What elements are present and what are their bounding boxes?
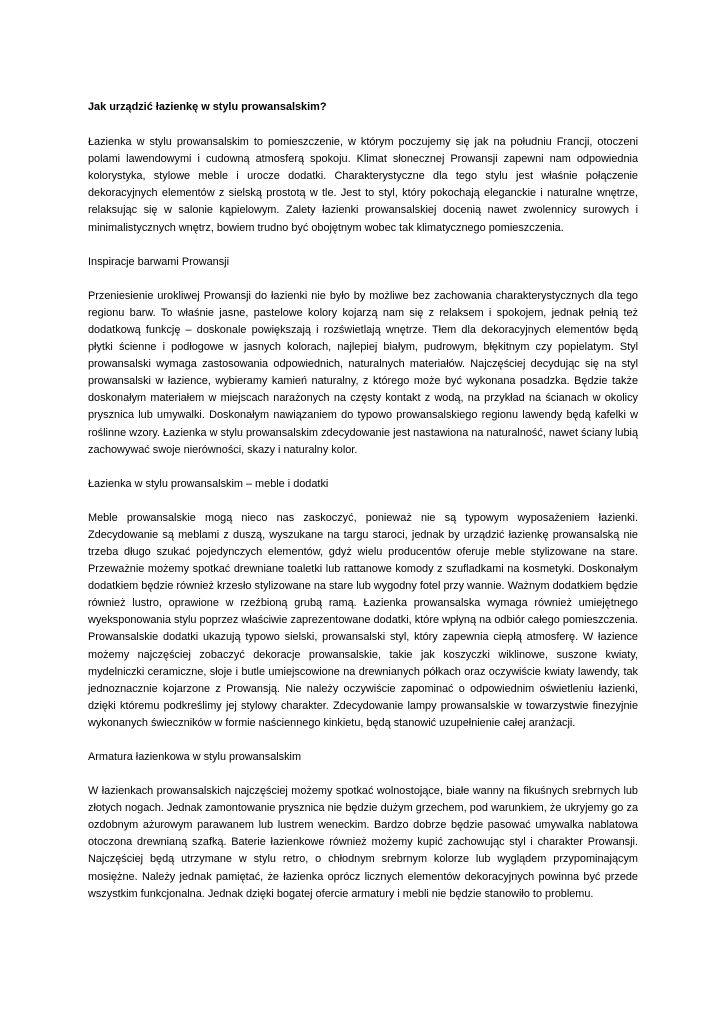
intro-paragraph: Łazienka w stylu prowansalskim to pomieszczenie, w którym poczujemy się jak na południu Francji, otoczeni polami lawendowymi i cudowną atmosferą spokoju. Klimat słonecznej Prowansji zapewni nam odpowiednia kolorystyka, stylowe meble i urocze dodatki. Charakterystyczne dla tego stylu jest właśnie połączenie dekoracyjnych elementów z sielską prostotą w tle. Jest to styl, który pokochają eleganckie i naturalne wnętrze, relaksując się w salonie kąpielowym. Zalety łazienki prowansalskiej docenią nawet zwolennicy surowych i minimalistycznych wnętrz, bowiem trudno być obojętnym wobec tak klimatycznego pomieszczenia. — [88, 136, 638, 234]
document-title: Jak urządzić łazienkę w stylu prowansalskim? — [88, 101, 327, 113]
section-heading-furniture: Łazienka w stylu prowansalskim – meble i dodatki — [88, 477, 329, 490]
document-page — [88, 99, 638, 920]
section-paragraph-fixtures: W łazienkach prowansalskich najczęściej możemy spotkać wolnostojące, białe wanny na fikuśnych srebrnych lub złotych nogach. Jednak zamontowanie prysznica nie będzie dużym grzechem, pod warunkiem, że ukryjemy go za ozdobnym ażurowym parawanem lub lustrem weneckim. Bardzo dobrze będzie pasować umywalka nablatowa otoczona drewnianą szafką. Baterie łazienkowe również możemy kupić zachowując styl i charakter Prowansji. Najczęściej będą utrzymane w stylu retro, o chłodnym srebrnym kolorze lub wyglądem przypominającym mosiężne. Należy jednak pamiętać, że łazienka oprócz licznych elementów dekoracyjnych powinna być przede wszystkim funkcjonalna. Jednak dzięki bogatej ofercie armatury i mebli nie będzie stanowiło to problemu. — [88, 785, 638, 900]
section-paragraph-colors: Przeniesienie urokliwej Prowansji do łazienki nie było by możliwe bez zachowania charakterystycznych dla tego regionu barw. To właśnie jasne, pastelowe kolory kojarzą nam się z relaksem i spokojem, jednak pełnią też dodatkową funkcję – doskonale powiększają i rozświetlają wnętrze. Tłem dla dekoracyjnych elementów będą płytki ścienne i podłogowe w jasnych kolorach, najlepiej białym, pudrowym, błękitnym czy popielatym. Styl prowansalski wymaga zastosowania odpowiednich, naturalnych materiałów. Najczęściej decydując się na styl prowansalski w łazience, wybieramy kamień naturalny, z którego może być wykonana posadzka. Będzie także doskonałym materiałem w miejscach narażonych na częsty kontakt z wodą, na przykład na ścianach w okolicy prysznica lub umywalki. Doskonałym nawiązaniem do typowo prowansalskiego regionu lawendy będą kafelki w roślinne wzory. Łazienka w stylu prowansalskim zdecydowanie jest nastawiona na naturalność, nawet ściany lubią zachowywać swoje nierówności, skazy i naturalny kolor. — [88, 289, 638, 456]
section-heading-fixtures: Armatura łazienkowa w stylu prowansalskim — [88, 751, 302, 763]
section-heading-colors: Inspiracje barwami Prowansji — [88, 255, 230, 268]
section-paragraph-furniture: Meble prowansalskie mogą nieco nas zaskoczyć, ponieważ nie są typowym wyposażeniem łazienki. Zdecydowanie są meblami z duszą, wyszukane na targu staroci, jednak by urządzić łazienkę prowansalską nie trzeba długo szukać pojedynczych elementów, gdyż wielu producentów oferuje meble stylizowane na stare. Przeważnie możemy spotkać drewniane toaletki lub rattanowe komody z szufladkami na kosmetyki. Doskonałym dodatkiem będzie również krzesło stylizowane na stare lub wygodny fotel przy wannie. Ważnym dodatkiem będzie również lustro, oprawione w rzeźbioną grubą ramą. Łazienka prowansalska wymaga również umiejętnego wyeksponowania stylu poprzez właściwie zaprezentowane dodatki, które wpłyną na odbiór całego pomieszczenia. Prowansalskie dodatki ukazują typowo sielski, prowansalski styl, który zapewnia ciepłą atmosferę. W łazience możemy najczęściej zobaczyć dekoracje prowansalskie, takie jak koszyczki wiklinowe, suszone kwiaty, mydelniczki ceramiczne, słoje i butle umiejscowione na drewnianych półkach oraz oczywiście kwiaty lawendy, tak jednoznacznie kojarzone z Prowansją. Nie należy oczywiście zapominać o odpowiednim oświetleniu łazienki, dzięki któremu podkreślimy jej stylowy charakter. Zdecydowanie lampy prowansalskie w towarzystwie finezyjnie wykonanych świeczników w formie naściennego kinkietu, będą stanowić uzupełnienie całej aranżacji. — [88, 511, 638, 729]
